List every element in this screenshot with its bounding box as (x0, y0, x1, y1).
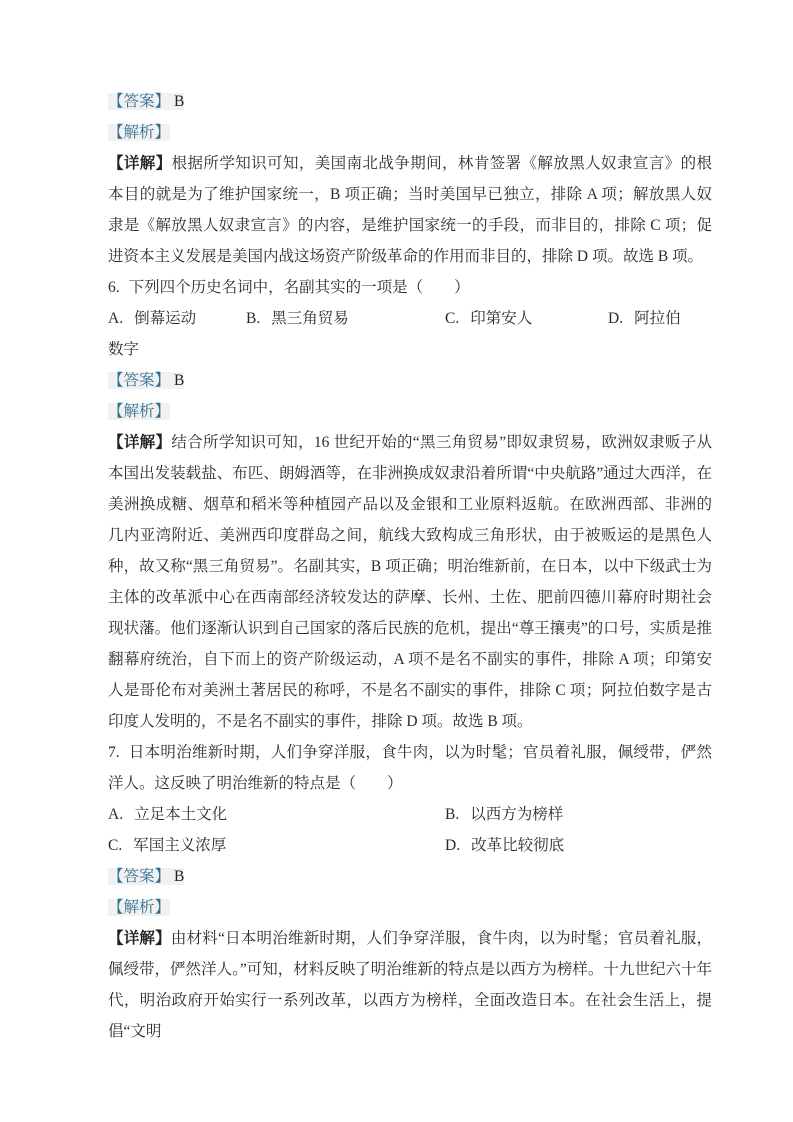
option-text: 印第安人 (470, 310, 533, 327)
question-stem-6 (108, 272, 712, 303)
options-row-2 (108, 830, 712, 861)
analysis-line (108, 892, 712, 923)
detail-label: 【详解】 (108, 930, 171, 947)
option-b (445, 799, 563, 830)
question-block-7 (108, 737, 712, 1047)
option-key: D. (445, 837, 461, 854)
answer-label: 【答案】 (108, 868, 171, 885)
option-c (108, 830, 226, 861)
answer-line (108, 86, 712, 117)
detail-paragraph (108, 427, 712, 737)
analysis-label: 【解析】 (108, 124, 171, 141)
question-stem-text: 日本明治维新时期，人们争穿洋服，食牛肉，以为时髦；官员着礼服，佩绶带，俨然洋人。这反映了明治维新的特点是（ ） (108, 744, 712, 792)
answer-field (108, 868, 184, 885)
detail-paragraph (108, 148, 712, 272)
option-d (608, 303, 681, 334)
option-text: 立足本土文化 (134, 806, 228, 823)
answer-field (108, 372, 184, 389)
detail-paragraph (108, 923, 712, 1047)
option-b (246, 303, 349, 334)
analysis-label: 【解析】 (108, 899, 171, 916)
option-key: A. (108, 310, 124, 327)
qa-block-q5 (108, 86, 712, 272)
option-text: 以西方为榜样 (470, 806, 564, 823)
page-content (108, 86, 712, 1047)
detail-text: 由材料“日本明治维新时期，人们争穿洋服，食牛肉，以为时髦；官员着礼服，佩绶带，俨然洋人。”可知，材料反映了明治维新的特点是以西方为榜样。十九世纪六十年代，明治政府开始实行一系列改革，以西方为榜样，全面改造日本。在社会生活上，提倡“文明 (108, 930, 712, 1040)
answer-line (108, 365, 712, 396)
option-c (445, 303, 532, 334)
option-text: 改革比较彻底 (471, 837, 565, 854)
option-key: A. (108, 806, 124, 823)
option-d-wrap-line (108, 334, 712, 365)
analysis-line (108, 396, 712, 427)
answer-label: 【答案】 (108, 93, 171, 110)
option-key: C. (445, 310, 460, 327)
question-block-6 (108, 272, 712, 737)
question-number: 6. (108, 279, 120, 296)
question-stem-7 (108, 737, 712, 799)
question-stem-text: 下列四个历史名词中，名副其实的一项是（ ） (128, 279, 470, 296)
analysis-line (108, 117, 712, 148)
detail-label: 【详解】 (108, 155, 172, 172)
option-a (108, 303, 196, 334)
option-a (108, 799, 227, 830)
option-text: 黑三角贸易 (271, 310, 349, 327)
question-number: 7. (108, 744, 120, 761)
option-text: 军国主义浓厚 (133, 837, 227, 854)
detail-text: 根据所学知识可知，美国南北战争期间，林肯签署《解放黑人奴隶宣言》的根本目的就是为了维护国家统一，B 项正确；当时美国早已独立，排除 A 项；解放黑人奴隶是《解放黑人奴隶宣言》的内容，是维护国家统一的手段，而非目的，排除 C 项；促进资本主义发展是美国内战这场资产阶级革命的作用而非目的，排除 D 项。故选 B 项。 (108, 155, 712, 265)
option-key: D. (608, 310, 624, 327)
option-text-continued: 数字 (108, 341, 140, 358)
answer-value: B (174, 372, 185, 389)
option-text: 阿拉伯 (634, 310, 681, 327)
answer-value: B (174, 93, 185, 110)
detail-label: 【详解】 (108, 434, 172, 451)
analysis-label: 【解析】 (108, 403, 171, 420)
options-row (108, 303, 712, 334)
option-text: 倒幕运动 (134, 310, 197, 327)
option-key: C. (108, 837, 123, 854)
answer-line (108, 861, 712, 892)
answer-field (108, 93, 184, 110)
option-key: B. (445, 806, 460, 823)
detail-text: 结合所学知识可知，16 世纪开始的“黑三角贸易”即奴隶贸易，欧洲奴隶贩子从本国出发装载盐、布匹、朗姆酒等，在非洲换成奴隶沿着所谓“中央航路”通过大西洋，在美洲换成糖、烟草和稻米等种植园产品以及金银和工业原料返航。在欧洲西部、非洲的几内亚湾附近、美洲西印度群岛之间，航线大致构成三角形状，由于被贩运的是黑色人种，故又称“黑三角贸易”。名副其实，B 项正确；明治维新前，在日本，以中下级武士为主体的改革派中心在西南部经济较发达的萨摩、长州、土佐、肥前四德川幕府时期社会现状藩。他们逐渐认识到自己国家的落后民族的危机，提出“尊王攘夷”的口号，实质是推翻幕府统治，自下而上的资产阶级运动，A 项不是名不副实的事件，排除 A 项；印第安人是哥伦布对美洲土著居民的称呼，不是名不副实的事件，排除 C 项；阿拉伯数字是古印度人发明的，不是名不副实的事件，排除 D 项。故选 B 项。 (108, 434, 712, 730)
option-d (445, 830, 564, 861)
answer-value: B (174, 868, 185, 885)
option-key: B. (246, 310, 261, 327)
options-row-1 (108, 799, 712, 830)
answer-label: 【答案】 (108, 372, 171, 389)
